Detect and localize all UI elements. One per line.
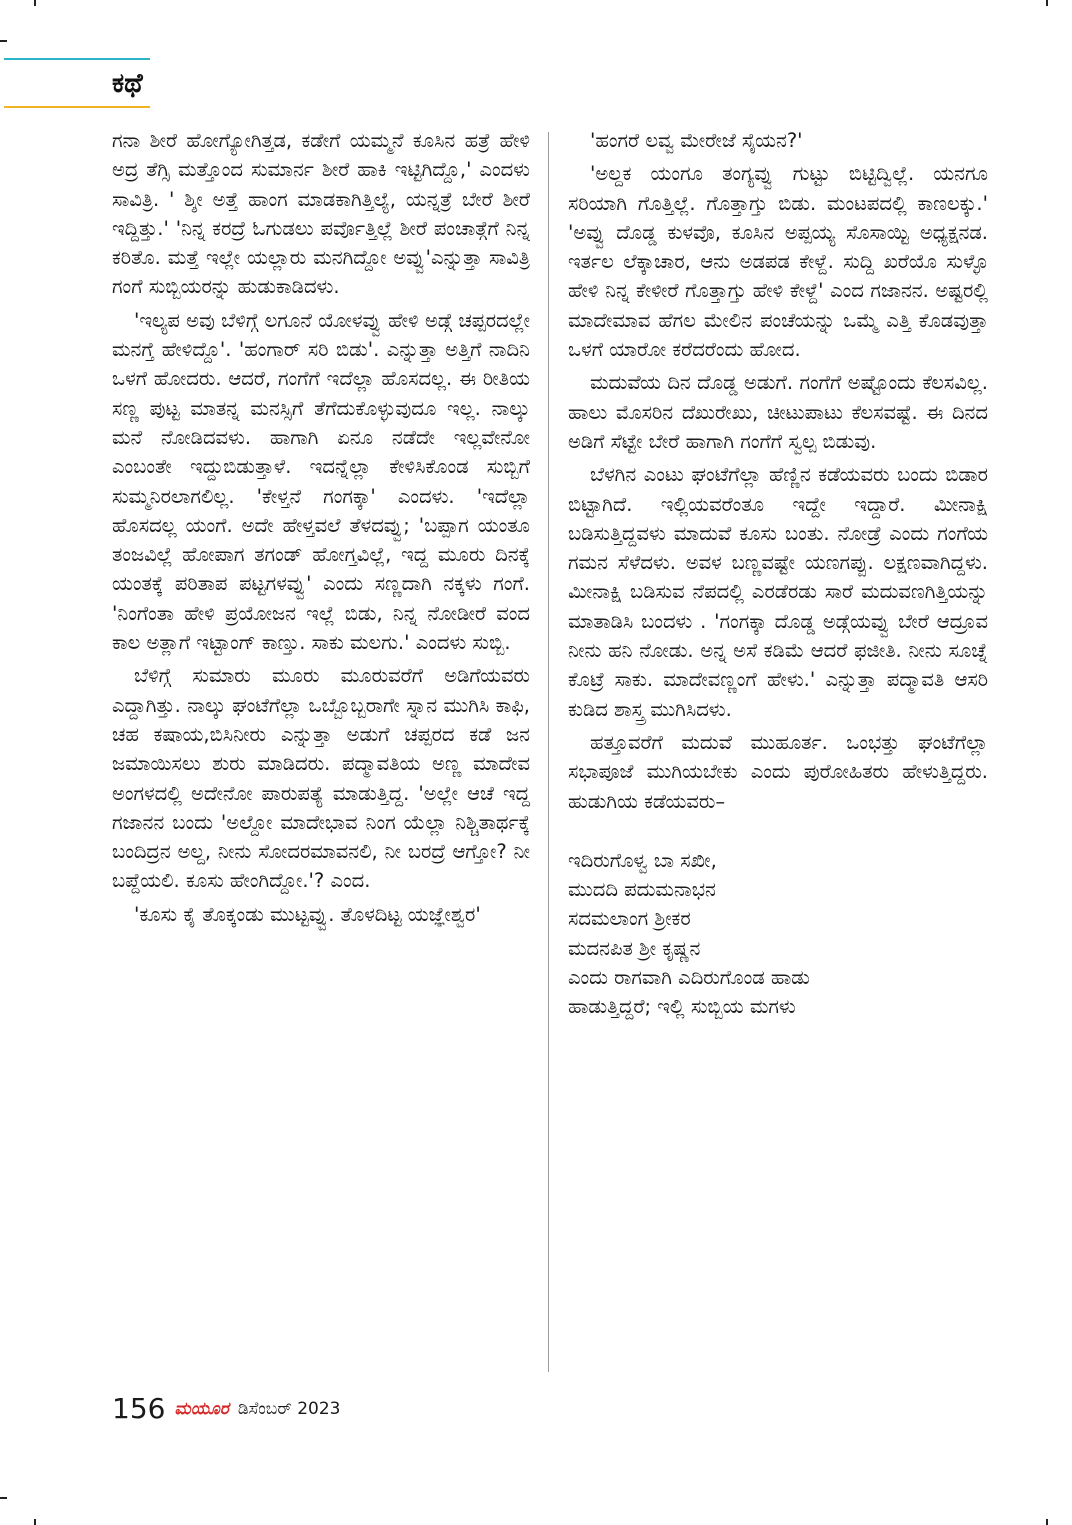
crop-mark (34, 1519, 36, 1525)
issue-date: ಡಿಸೆಂಬರ್ 2023 (237, 1398, 341, 1419)
paragraph: ಬೆಳಿಗ್ಗೆ ಸುಮಾರು ಮೂರು ಮೂರುವರೆಗೆ ಅಡಿಗೆಯವರು ಎದ್ದಾಗಿತ್ತು. ನಾಲ್ಕು ಘಂಟೆಗೆಲ್ಲಾ ಒಬ್ಬೊಬ್ಬರಾಗೇ ಸ್ನಾನ ಮುಗಿಸಿ ಕಾಫಿ, ಚಹ ಕಷಾಯ,ಬಿಸಿನೀರು ಎನ್ನುತ್ತಾ ಅಡುಗೆ ಚಪ್ಪರದ ಕಡೆ ಜನ ಜಮಾಯಿಸಲು ಶುರು ಮಾಡಿದರು. ಪದ್ಮಾವತಿಯ ಅಣ್ಣ ಮಾದೇವ ಅಂಗಳದಲ್ಲಿ ಅದೇನೋ ಪಾರುಪತ್ಯೆ ಮಾಡುತ್ತಿದ್ದ. 'ಅಲ್ಲೇ ಆಚೆ ಇದ್ದ ಗಜಾನನ ಬಂದು 'ಅಲ್ದೋ ಮಾದೇಭಾವ ನಿಂಗ ಯೆಲ್ಲಾ ನಿಶ್ಚಿತಾರ್ಥಕ್ಕೆ ಬಂದಿದ್ರನ ಅಲ್ದ, ನೀನು ಸೋದರಮಾವನಲಿ, ನೀ ಬರದ್ರೆ ಆಗ್ತೋ? ನೀ ಬಪ್ದೆಯಲಿ. ಕೂಸು ಹೇಂಗಿದ್ದೋ.'? ಎಂದ. (112, 664, 530, 893)
magazine-logo: ಮಯೂರ (174, 1398, 229, 1419)
section-label: ಕಥೆ (112, 68, 143, 99)
paragraph: ಹತ್ತೂವರೆಗೆ ಮದುವೆ ಮುಹೂರ್ತ. ಒಂಭತ್ತು ಘಂಟೆಗೆಲ್ಲಾ ಸಭಾಪೂಜೆ ಮುಗಿಯಬೇಕು ಎಂದು ಪುರೋಹಿತರು ಹೇಳುತ್ತಿದ್ದರು. ಹುಡುಗಿಯ ಕಡೆಯವರು– (568, 730, 988, 813)
crop-mark (0, 40, 7, 42)
header-rule-bottom (4, 106, 150, 108)
right-column (568, 126, 988, 1022)
left-column (112, 126, 530, 933)
paragraph: 'ಇಲ್ಯಪ ಅವು ಬೆಳಿಗ್ಗೆ ಲಗೂನೆ ಯೋಳವ್ವು ಹೇಳಿ ಅಡ್ಗೆ ಚಪ್ಪರದಲ್ಲೇ ಮನಗ್ತೆ ಹೇಳಿದ್ದೊ'. 'ಹಂಗಾರ್ ಸರಿ ಬಿಡು'. ಎನ್ನುತ್ತಾ ಅತ್ತಿಗೆ ನಾದಿನಿ ಒಳಗೆ ಹೋದರು. ಆದರೆ, ಗಂಗೆಗೆ ಇದೆಲ್ಲಾ ಹೊಸದಲ್ಲ. ಈ ರೀತಿಯ ಸಣ್ಣ ಪುಟ್ಟ ಮಾತನ್ನ ಮನಸ್ಸಿಗೆ ತೆಗೆದುಕೊಳ್ಳುವುದೂ ಇಲ್ಲ. ನಾಲ್ಕು ಮನೆ ನೋಡಿದವಳು. ಹಾಗಾಗಿ ಏನೂ ನಡೆದೇ ಇಲ್ಲವೇನೋ ಎಂಬಂತೇ ಇದ್ದುಬಿಡುತ್ತಾಳೆ. ಇದನ್ನೆಲ್ಲಾ ಕೇಳಿಸಿಕೊಂಡ ಸುಬ್ಬಿಗೆ ಸುಮ್ಮನಿರಲಾಗಲಿಲ್ಲ. 'ಕೇಳ್ತನೆ ಗಂಗಕ್ಕಾ' ಎಂದಳು. 'ಇದೆಲ್ಲಾ ಹೊಸದಲ್ಲ ಯಂಗೆ. ಅದೇ ಹೇಳ್ತವಲೆ ತೆಳದವ್ವು; 'ಬಪ್ಪಾಗ ಯಂತೂ ತಂಜವಿಲ್ಲೆ ಹೋಪಾಗ ತಗಂಡ್ ಹೋಗ್ತವಿಲ್ಲೆ, ಇದ್ದ ಮೂರು ದಿನಕ್ಕೆ ಯಂತಕ್ಕೆ ಪರಿತಾಪ ಪಟ್ಟಗಳವ್ವು' ಎಂದು ಸಣ್ಣದಾಗಿ ನಕ್ಕಳು ಗಂಗೆ. 'ನಿಂಗೆಂತಾ ಹೇಳಿ ಪ್ರಯೋಜನ ಇಲ್ಲೆ ಬಿಡು, ನಿನ್ನ ನೋಡೀರೆ ವಂದ ಕಾಲ ಅತ್ಲಾಗೆ ಇಟ್ಟಾಂಗ್ ಕಾಣ್ತು. ಸಾಕು ಮಲಗು.' ಎಂದಳು ಸುಬ್ಬಿ. (112, 308, 530, 655)
header-rule-top (4, 58, 150, 60)
column-divider (548, 132, 549, 1372)
poem-line: ಇದಿರುಗೊಳ್ವ ಬಾ ಸಖೀ, (568, 848, 717, 872)
poem-line: ಎಂದು ರಾಗವಾಗಿ ಎದಿರುಗೊಂಡ ಹಾಡು (568, 966, 810, 990)
crop-mark (34, 0, 36, 6)
poem-block (568, 846, 988, 1022)
paragraph: ಗನಾ ಶೀರೆ ಹೋಗ್ಯೋಗಿತ್ತಡ, ಕಡೇಗೆ ಯಮ್ಮನೆ ಕೂಸಿನ ಹತ್ರೆ ಹೇಳಿ ಅದ್ರ ತೆಗ್ಸಿ ಮತ್ತೊಂದ ಸುಮಾರ್ನ ಶೀರೆ ಹಾಕಿ ಇಟ್ಟಿಗಿದ್ದೊ,' ಎಂದಳು ಸಾವಿತ್ರಿ. ' ಶ್ಶೀ ಅತ್ತೆ ಹಾಂಗ ಮಾಡಕಾಗಿತ್ತಿಲ್ಯೆ, ಯನ್ನತ್ರೆ ಬೇರೆ ಶೀರೆ ಇದ್ದಿತ್ತು.' 'ನಿನ್ನ ಕರದ್ರೆ ಓಗುಡಲು ಪರ್ವೊತ್ತಿಲ್ಲೆ ಶೀರೆ ಪಂಚಾತ್ಗೆಗೆ ನಿನ್ನ ಕರಿತೊ. ಮತ್ತೆ ಇಲ್ಲೇ ಯಲ್ಲಾರು ಮನಗಿದ್ದೋ ಅವ್ವು'ಎನ್ನುತ್ತಾ ಸಾವಿತ್ರಿ ಗಂಗೆ ಸುಬ್ಬಿಯರನ್ನು ಹುಡುಕಾಡಿದಳು. (112, 129, 530, 299)
poem-line: ಸದಮಲಾಂಗ ಶ್ರೀಕರ (568, 907, 691, 931)
poem-line: ಮದನಪಿತ ಶ್ರೀ ಕೃಷ್ಣನ (568, 936, 701, 960)
paragraph: ಬೆಳಗಿನ ಎಂಟು ಘಂಟೆಗೆಲ್ಲಾ ಹೆಣ್ಣಿನ ಕಡೆಯವರು ಬಂದು ಬಿಡಾರ ಬಿಟ್ಟಾಗಿದೆ. ಇಲ್ಲಿಯವರೆಂತೂ ಇದ್ದೇ ಇದ್ದಾರೆ. ಮೀನಾಕ್ಷಿ ಬಡಿಸುತ್ತಿದ್ದವಳು ಮಾದುವೆ ಕೂಸು ಬಂತು. ನೋಡ್ರೆ ಎಂದು ಗಂಗೆಯ ಗಮನ ಸೆಳೆದಳು. ಅವಳ ಬಣ್ಣವಷ್ಟೇ ಯಣಗಪ್ಪು. ಲಕ್ಷಣವಾಗಿದ್ದಳು. ಮೀನಾಕ್ಷಿ ಬಡಿಸುವ ನೆಪದಲ್ಲಿ ಎರಡೆರಡು ಸಾರೆ ಮದುವಣಗಿತ್ತಿಯನ್ನು ಮಾತಾಡಿಸಿ ಬಂದಳು . 'ಗಂಗಕ್ಕಾ ದೊಡ್ಡ ಅಡ್ಗೆಯವ್ವು ಬೇರೆ ಆದ್ರೂವ ನೀನು ಹನಿ ನೋಡು. ಅನ್ನ ಅಸೆ ಕಡಿಮೆ ಆದರೆ ಫಜೀತಿ. ನೀನು ಸೂಚ್ನೆ ಕೊಟ್ರೆ ಸಾಕು. ಮಾದೇವಣ್ಣಂಗೆ ಹೇಳು.' ಎನ್ನುತ್ತಾ ಪದ್ಮಾವತಿ ಆಸರಿ ಕುಡಿದ ಶಾಸ್ತ್ರ ಮುಗಿಸಿದಳು. (568, 463, 988, 721)
crop-mark (0, 1497, 7, 1499)
crop-mark (1046, 1519, 1048, 1525)
paragraph: 'ಹಂಗರೆ ಲವ್ವ ಮೇರೇಜೆ ಸೈಯನ?' (590, 129, 803, 152)
page-footer (112, 1392, 341, 1432)
poem-line: ಮುದದಿ ಪದುಮನಾಭನ (568, 878, 716, 902)
poem-line: ಹಾಡುತ್ತಿದ್ದರೆ; ಇಲ್ಲಿ ಸುಬ್ಬಿಯ ಮಗಳು (568, 995, 796, 1019)
page-number: 156 (112, 1392, 166, 1425)
paragraph: 'ಅಲ್ದಕ ಯಂಗೂ ತಂಗ್ಯವ್ವು ಗುಟ್ಟು ಬಿಟ್ಟಿದ್ವಿಲ್ಲೆ. ಯನಗೂ ಸರಿಯಾಗಿ ಗೊತ್ತಿಲ್ಲೆ. ಗೊತ್ತಾಗ್ತು ಬಿಡು. ಮಂಟಪದಲ್ಲಿ ಕಾಣಲಕ್ಕು.' 'ಅವ್ವು ದೊಡ್ಡ ಕುಳವೊ, ಕೂಸಿನ ಅಪ್ಪಯ್ಯ ಸೊಸಾಯ್ಟಿ ಅಧ್ಯಕ್ಷನಡ. ಇರ್ತಲ ಲೆಕ್ಕಾಚಾರ, ಆನು ಅಡಪಡ ಕೇಳ್ದೆ. ಸುದ್ದಿ ಖರೆಯೊ ಸುಳ್ಳೊ ಹೇಳಿ ನಿನ್ನ ಕೇಳೀರೆ ಗೊತ್ತಾಗ್ತು ಹೇಳಿ ಕೇಳ್ದೆ' ಎಂದ ಗಜಾನನ. ಅಷ್ಟರಲ್ಲಿ ಮಾದೇಮಾವ ಹೆಗಲ ಮೇಲಿನ ಪಂಚೆಯನ್ನು ಒಮ್ಮೆ ಎತ್ತಿ ಕೊಡವುತ್ತಾ ಒಳಗೆ ಯಾರೋ ಕರೆದರೆಂದು ಹೋದ. (568, 162, 988, 362)
crop-mark (1046, 0, 1048, 6)
section-header (0, 58, 150, 108)
paragraph: 'ಕೂಸು ಕೈ ತೊಕ್ಕಂಡು ಮುಟ್ಟವ್ವು. ತೊಳದಿಟ್ಟ ಯಜ್ಞೇಶ್ವರ' (134, 902, 481, 926)
paragraph: ಮದುವೆಯ ದಿನ ದೊಡ್ಡ ಅಡುಗೆ. ಗಂಗೆಗೆ ಅಷ್ಟೊಂದು ಕೆಲಸವಿಲ್ಲ. ಹಾಲು ಮೊಸರಿನ ದೆಖುರೇಖು, ಚೀಟುಪಾಟು ಕೆಲಸವಷ್ಟೆ. ಈ ದಿನದ ಅಡಿಗೆ ಸೆಟ್ಟೇ ಬೇರೆ ಹಾಗಾಗಿ ಗಂಗೆಗೆ ಸ್ವಲ್ಪ ಬಿಡುವು. (568, 371, 988, 453)
